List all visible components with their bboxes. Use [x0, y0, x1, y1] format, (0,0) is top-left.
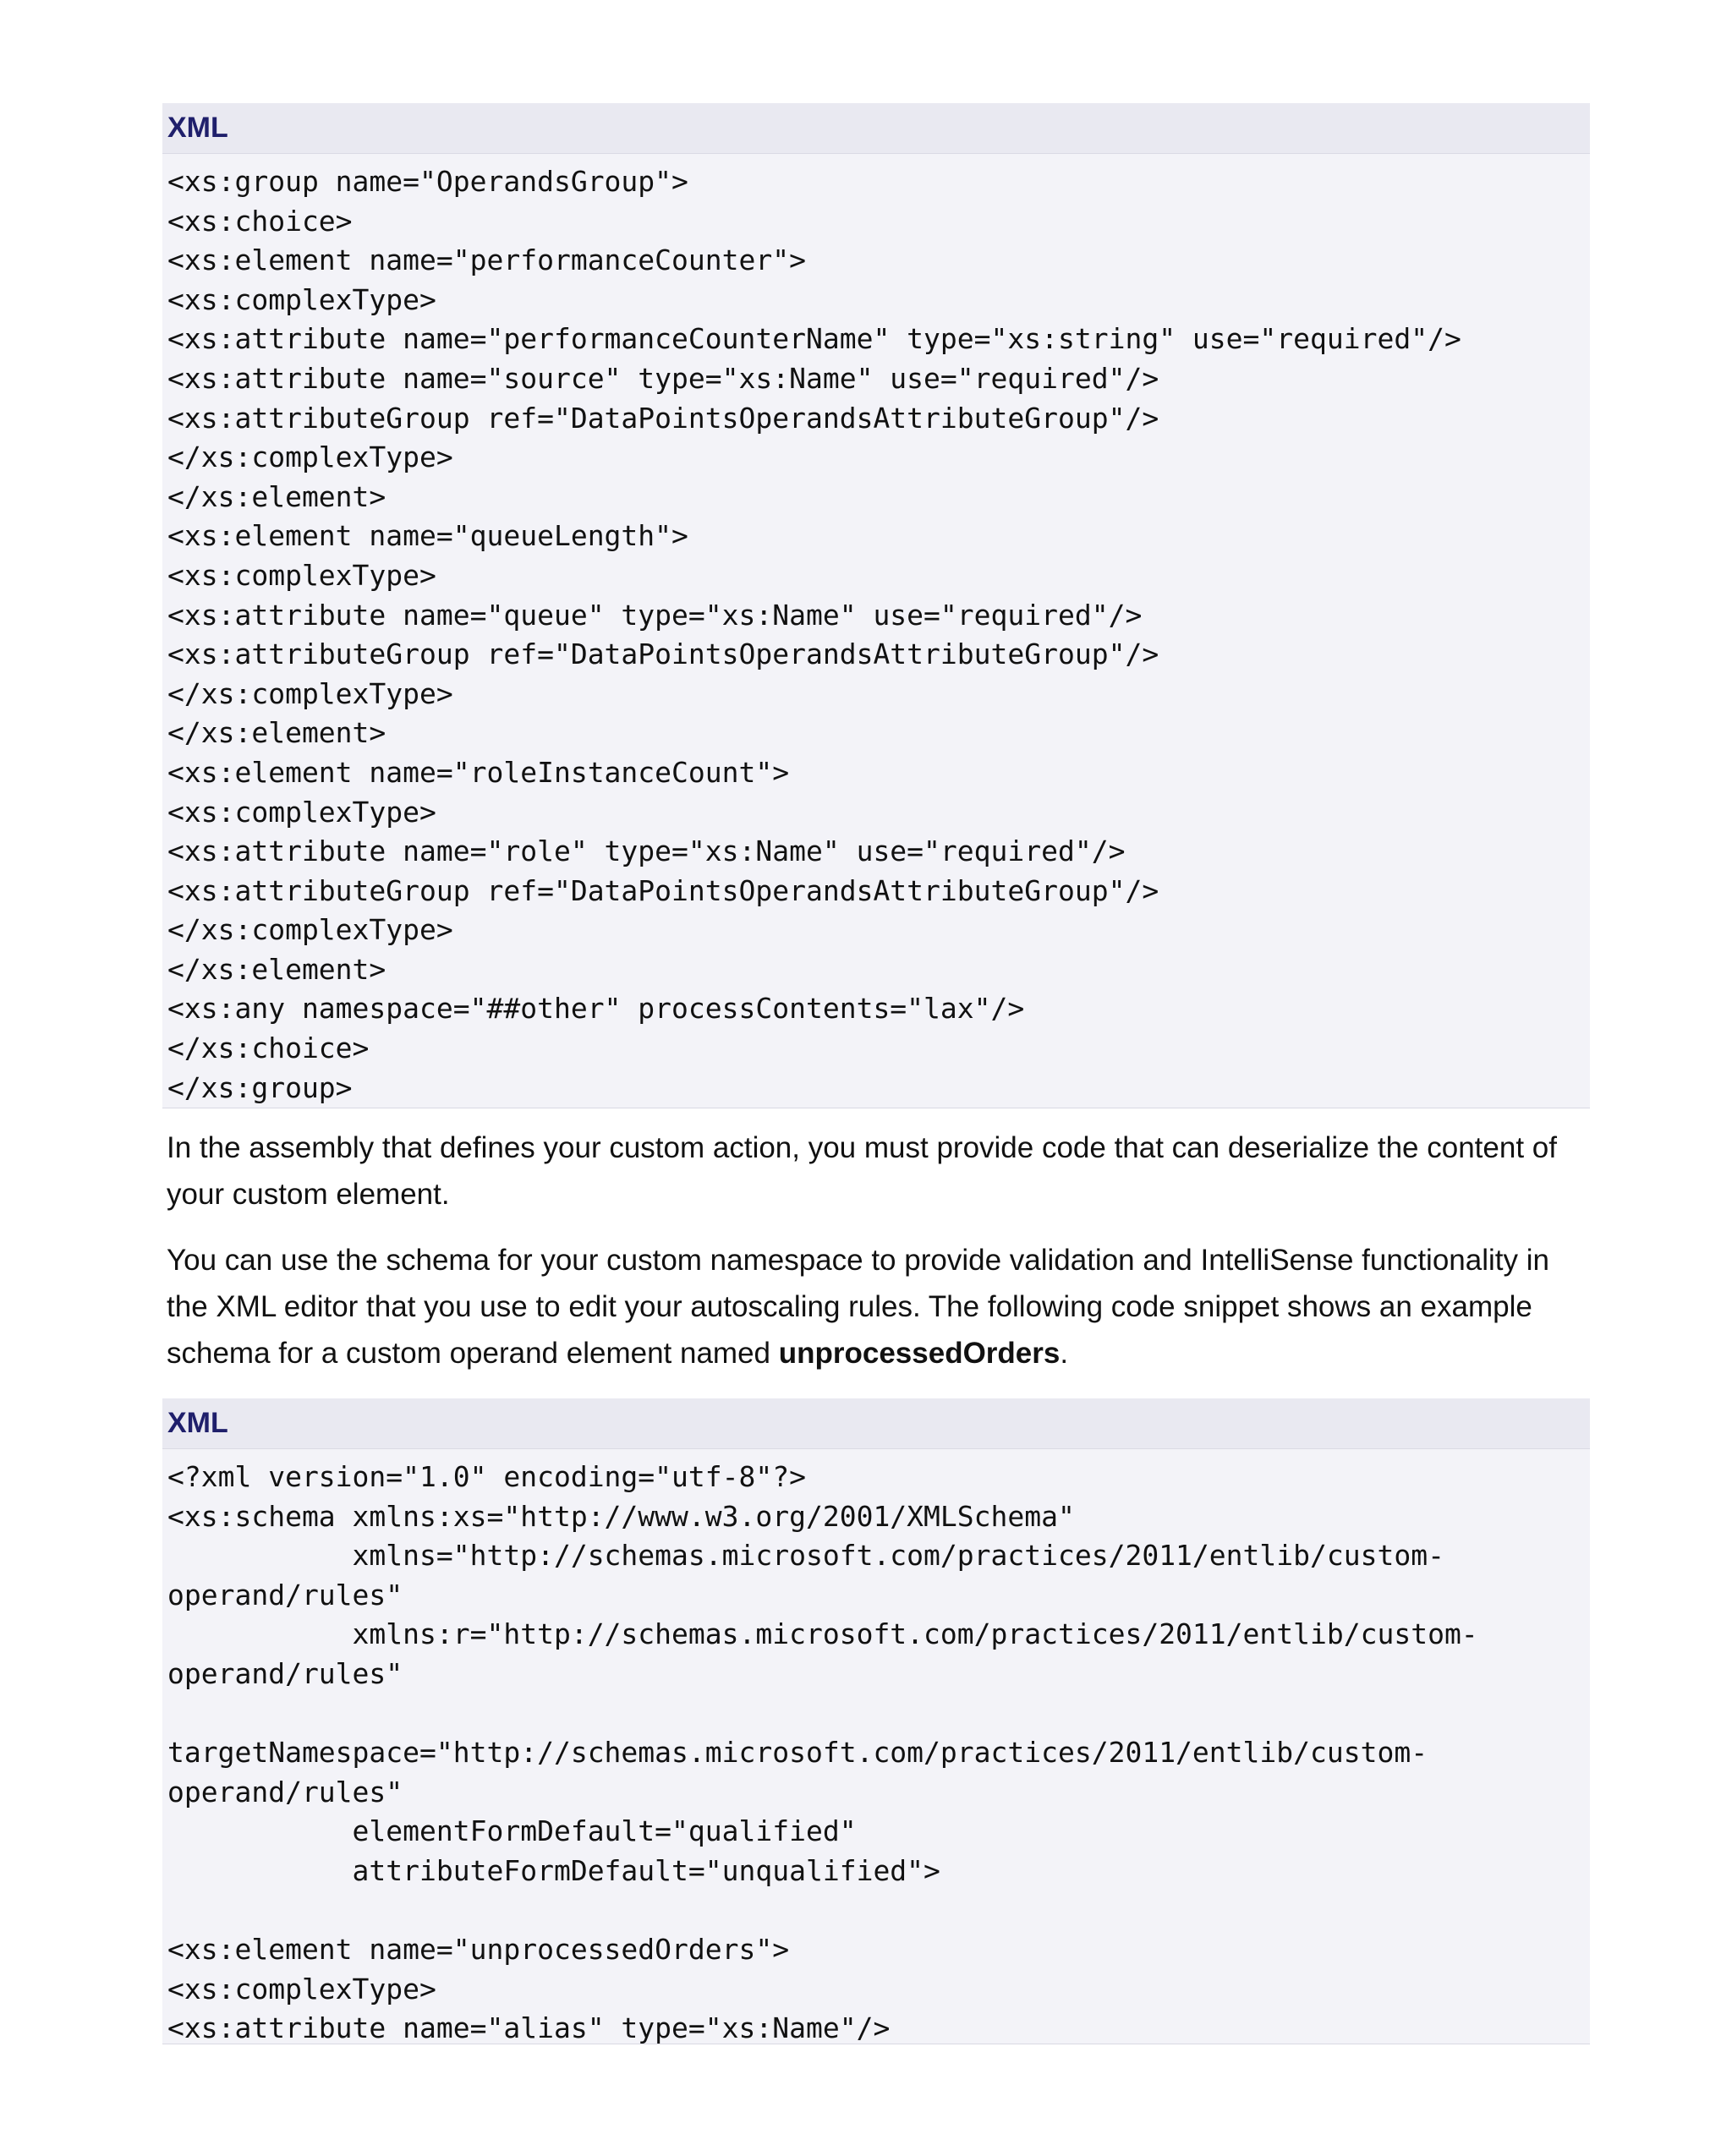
- bold-element-name: unprocessedOrders: [778, 1337, 1061, 1370]
- paragraph-text: In the assembly that defines your custom action, you must provide code that can deserialize the content of your custom element.: [167, 1131, 1557, 1211]
- paragraph-text: You can use the schema for your custom namespace to provide validation and IntelliSense functionality in the XML editor that you use to edit your autoscaling rules. The following code snippet shows an example schema for a custom operand element named: [167, 1244, 1549, 1370]
- code-block-header: [162, 103, 1590, 154]
- code-block-custom-schema: [162, 1398, 1590, 2044]
- paragraph-end: .: [1060, 1337, 1069, 1370]
- code-block-operands-group: [162, 103, 1590, 1108]
- paragraph-deserialize-note: [167, 1125, 1596, 1218]
- code-listing: <xs:group name="OperandsGroup"> <xs:choice> <xs:element name="performanceCounter"> <xs:complexType> <xs:attribute name="performanceCounterName" type="xs:string" use="required"/> <xs:attribute name="source" type="xs:Name" use="required"/> <xs:attributeGroup ref="DataPointsOperandsAttributeGroup"/> </xs:complexType> </xs:element> <xs:element name="queueLength"> <xs:complexType> <xs:attribute name="queue" type="xs:Name" use="required"/> <xs:attributeGroup ref="DataPointsOperandsAttributeGroup"/> </xs:complexType> </xs:element> <xs:element name="roleInstanceCount"> <xs:complexType> <xs:attribute name="role" type="xs:Name" use="required"/> <xs:attributeGroup ref="DataPointsOperandsAttributeGroup"/> </xs:complexType> </xs:element> <xs:any namespace="##other" processContents="lax"/> </xs:choice> </xs:group>: [167, 165, 1461, 1104]
- code-language-label: XML: [167, 1407, 228, 1439]
- code-block-header: [162, 1398, 1590, 1449]
- code-language-label: XML: [167, 112, 228, 144]
- paragraph-schema-intro: [167, 1237, 1596, 1376]
- code-listing: <?xml version="1.0" encoding="utf-8"?> <xs:schema xmlns:xs="http://www.w3.org/2001/XMLSchema" xmlns="http://schemas.microsoft.com/practices/2011/entlib/custom- operand/rules" xmlns:r="http://schemas.microsoft.com/practices/2011/entlib/custom- operand/rules" targetNamespace="http://schemas.microsoft.com/practices/2011/entlib/custom- operand/rules" elementFormDefault="qualified" attributeFormDefault="unqualified"> <xs:element name="unprocessedOrders"> <xs:complexType> <xs:attribute name="alias" type="xs:Name"/>: [167, 1460, 1478, 2045]
